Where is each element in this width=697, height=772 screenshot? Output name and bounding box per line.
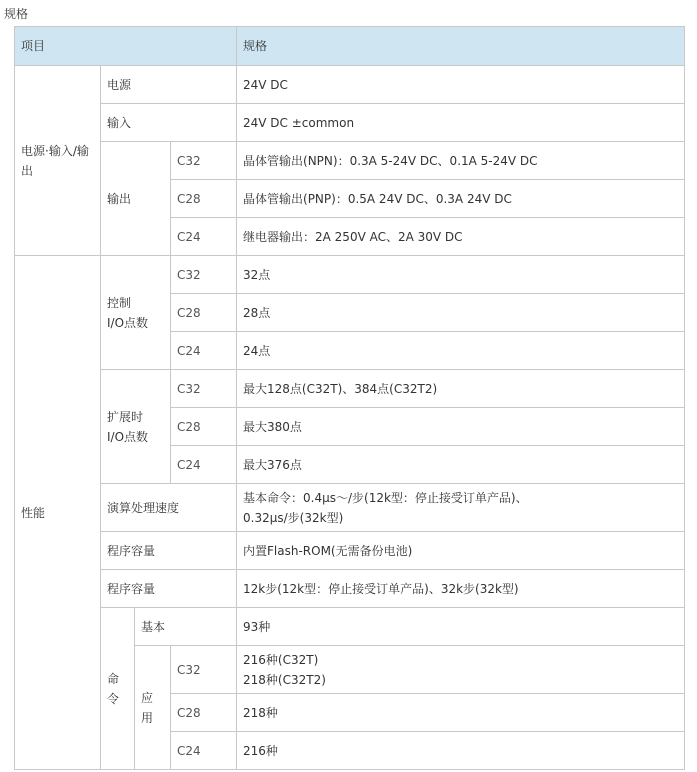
model-cell: C32 (171, 370, 237, 408)
value-cell: 24点 (237, 332, 685, 370)
spec-table (14, 26, 685, 770)
value-cell: 218种 (237, 694, 685, 732)
table-row (15, 532, 685, 570)
group-label-performance: 性能 (15, 256, 101, 770)
table-row (15, 66, 685, 104)
table-row (15, 570, 685, 608)
model-cell: C28 (171, 408, 237, 446)
row-label-power: 电源 (101, 66, 237, 104)
group-label-line-1: 电源·输入/输 (21, 143, 89, 158)
table-row (15, 370, 685, 408)
label-line-1: 命 (107, 671, 120, 686)
row-label-output: 输出 (101, 142, 171, 256)
label-line-1: 控制 (107, 295, 132, 310)
row-label-capacity: 程序容量 (101, 570, 237, 608)
row-label-expand-io (101, 370, 171, 484)
value-cell: 继电器输出：2A 250V AC、2A 30V DC (237, 218, 685, 256)
value-line-2: 0.32μs/步(32k型) (243, 510, 344, 525)
table-row (15, 256, 685, 294)
value-cell: 32点 (237, 256, 685, 294)
row-value-capacity: 内置Flash-ROM(无需备份电池) (237, 532, 685, 570)
value-cell: 28点 (237, 294, 685, 332)
header-spec: 规格 (237, 27, 685, 66)
value-cell: 晶体管输出(NPN)：0.3A 5-24V DC、0.1A 5-24V DC (237, 142, 685, 180)
model-cell: C28 (171, 180, 237, 218)
model-cell: C32 (171, 142, 237, 180)
table-row (15, 104, 685, 142)
row-label-command (101, 608, 135, 770)
value-line-2: 218种(C32T2) (243, 672, 326, 687)
label-line-2: 令 (107, 691, 120, 706)
label-line-1: 应 (141, 690, 154, 705)
row-value-power: 24V DC (237, 66, 685, 104)
row-label-capacity: 程序容量 (101, 532, 237, 570)
value-cell: 最大380点 (237, 408, 685, 446)
table-header-row (15, 27, 685, 66)
label-line-2: I/O点数 (107, 429, 149, 444)
row-value-input: 24V DC ±common (237, 104, 685, 142)
model-cell: C24 (171, 332, 237, 370)
model-cell: C28 (171, 294, 237, 332)
row-label-basic: 基本 (135, 608, 237, 646)
group-label-line-2: 出 (21, 163, 34, 178)
value-cell: 最大128点(C32T)、384点(C32T2) (237, 370, 685, 408)
value-cell: 晶体管输出(PNP)：0.5A 24V DC、0.3A 24V DC (237, 180, 685, 218)
value-cell (237, 646, 685, 694)
model-cell: C24 (171, 446, 237, 484)
model-cell: C32 (171, 646, 237, 694)
value-cell: 最大376点 (237, 446, 685, 484)
model-cell: C28 (171, 694, 237, 732)
model-cell: C32 (171, 256, 237, 294)
label-line-1: 扩展时 (107, 409, 144, 424)
row-label-input: 输入 (101, 104, 237, 142)
label-line-2: 用 (141, 710, 154, 725)
model-cell: C24 (171, 732, 237, 770)
label-line-2: I/O点数 (107, 315, 149, 330)
table-row (15, 608, 685, 646)
value-cell: 216种 (237, 732, 685, 770)
row-value-basic: 93种 (237, 608, 685, 646)
row-value-capacity: 12k步(12k型：停止接受订单产品)、32k步(32k型) (237, 570, 685, 608)
table-row (15, 142, 685, 180)
table-row (15, 484, 685, 532)
section-title: 规格 (4, 7, 29, 21)
header-item: 项目 (15, 27, 237, 66)
model-cell: C24 (171, 218, 237, 256)
row-label-speed: 演算处理速度 (101, 484, 237, 532)
row-label-control-io (101, 256, 171, 370)
row-value-speed (237, 484, 685, 532)
value-line-1: 216种(C32T) (243, 652, 319, 667)
value-line-1: 基本命令：0.4μs～/步(12k型：停止接受订单产品)、 (243, 490, 528, 505)
group-label-power-io (15, 66, 101, 256)
row-label-applied (135, 646, 171, 770)
